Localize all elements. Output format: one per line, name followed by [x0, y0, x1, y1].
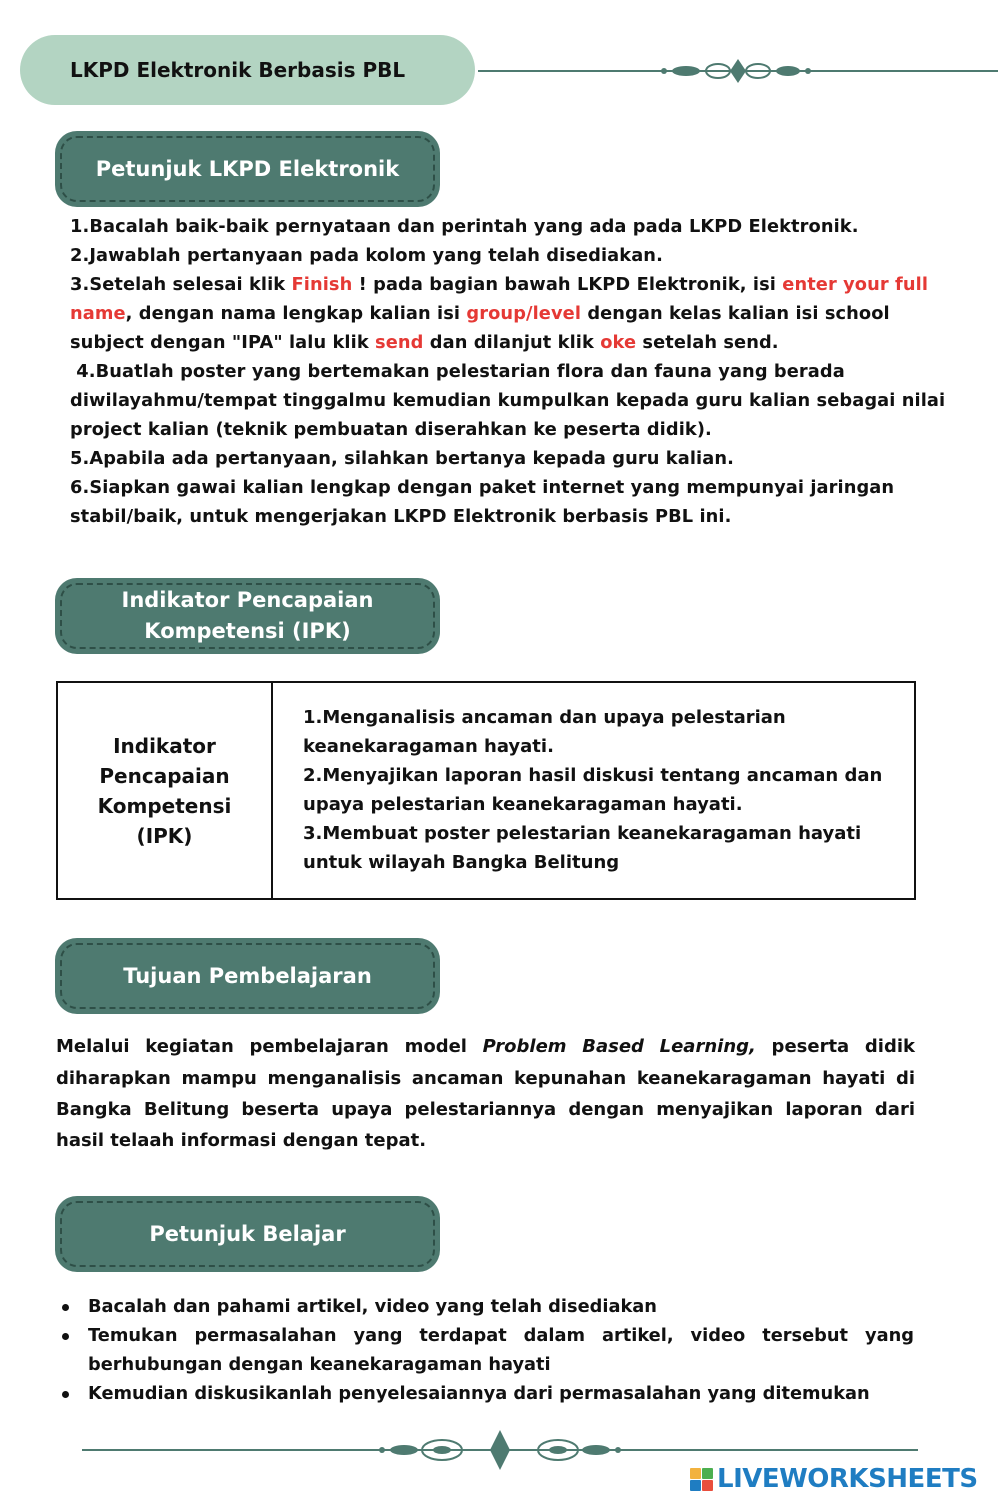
tujuan-paragraph-last-line: hasil telaah informasi dengan tepat.	[56, 1130, 427, 1151]
brand-name: LIVEWORKSHEETS	[717, 1464, 978, 1494]
page-title: LKPD Elektronik Berbasis PBL	[70, 58, 406, 82]
group-highlight: group/level	[466, 303, 582, 324]
finish-highlight: Finish	[291, 274, 353, 295]
ipk-table	[56, 681, 916, 900]
instruction-item-1: 1.Bacalah baik-baik pernyataan dan perintah yang ada pada LKPD Elektronik.	[70, 216, 859, 237]
ipk-item-1: 1.Menganalisis ancaman dan upaya pelestarian keanekaragaman hayati.	[303, 707, 786, 757]
section-heading-line1: Indikator Pencapaian	[121, 588, 374, 612]
section-ipk	[55, 578, 440, 654]
tujuan-paragraph: Melalui kegiatan pembelajaran model Problem Based Learning, peserta didik diharapkan mampu menganalisis ancaman kepunahan keanekaragaman hayati di Bangka Belitung beserta upaya pelestariannya dengan menyajikan laporan dari	[56, 1036, 915, 1120]
section-petunjuk-belajar	[55, 1196, 440, 1272]
instruction-list	[70, 212, 960, 531]
ipk-item-2: 2.Menyajikan laporan hasil diskusi tentang ancaman dan upaya pelestarian keanekaragaman hayati.	[303, 765, 883, 815]
ipk-label-line: Indikator	[113, 733, 216, 758]
instruction-item-6: 6.Siapkan gawai kalian lengkap dengan paket internet yang mempunyai jaringan stabil/baik, untuk mengerjakan LKPD Elektronik berbasis PBL ini.	[70, 477, 895, 527]
ipk-label-line: (IPK)	[136, 823, 193, 848]
instruction-item-5: 5.Apabila ada pertanyaan, silahkan bertanya kepada guru kalian.	[70, 448, 734, 469]
learning-instruction-list	[58, 1292, 914, 1408]
instruction-item-3: 3.Setelah selesai klik Finish ! pada bagian bawah LKPD Elektronik, isi enter your full name, dengan nama lengkap kalian isi group/level dengan kelas kalian isi school subject dengan "IPA" lalu klik send dan dilanjut klik oke setelah send.	[70, 274, 929, 353]
list-item: Kemudian diskusikanlah penyelesaiannya dari permasalahan yang ditemukan	[58, 1379, 914, 1408]
list-item: Bacalah dan pahami artikel, video yang telah disediakan	[58, 1292, 914, 1321]
instruction-item-2: 2.Jawablah pertanyaan pada kolom yang telah disediakan.	[70, 245, 663, 266]
section-heading: Petunjuk LKPD Elektronik	[95, 156, 400, 181]
oke-highlight: oke	[600, 332, 637, 353]
ipk-label-line: Pencapaian	[99, 763, 230, 788]
pbl-emphasis: Problem Based Learning,	[482, 1036, 756, 1057]
section-tujuan	[55, 938, 440, 1014]
header-title-pill	[20, 35, 475, 105]
liveworksheets-logo	[690, 1464, 978, 1494]
liveworksheets-blocks-icon	[690, 1468, 713, 1491]
list-item: Temukan permasalahan yang terdapat dalam artikel, video tersebut yang berhubungan dengan keanekaragaman hayati	[58, 1321, 914, 1379]
enter-name-highlight: enter your full name	[70, 274, 929, 324]
section-heading: Petunjuk Belajar	[149, 1221, 346, 1246]
ipk-table-content-cell	[273, 683, 914, 898]
ipk-label-line: Kompetensi	[97, 793, 232, 818]
section-petunjuk-lkpd	[55, 131, 440, 207]
instruction-item-4: 4.Buatlah poster yang bertemakan pelestarian flora dan fauna yang berada diwilayahmu/tempat tinggalmu kemudian kumpulkan kepada guru kalian sebagai nilai project kalian (teknik pembuatan diserahkan ke peserta didik).	[70, 361, 952, 440]
ipk-table-label-cell	[58, 683, 273, 898]
send-highlight: send	[375, 332, 424, 353]
ornament-divider-top	[478, 56, 998, 86]
ipk-item-3: 3.Membuat poster pelestarian keanekaragaman hayati untuk wilayah Bangka Belitung	[303, 823, 862, 873]
section-heading: Tujuan Pembelajaran	[123, 963, 372, 988]
section-heading-line2: Kompetensi (IPK)	[144, 619, 351, 643]
